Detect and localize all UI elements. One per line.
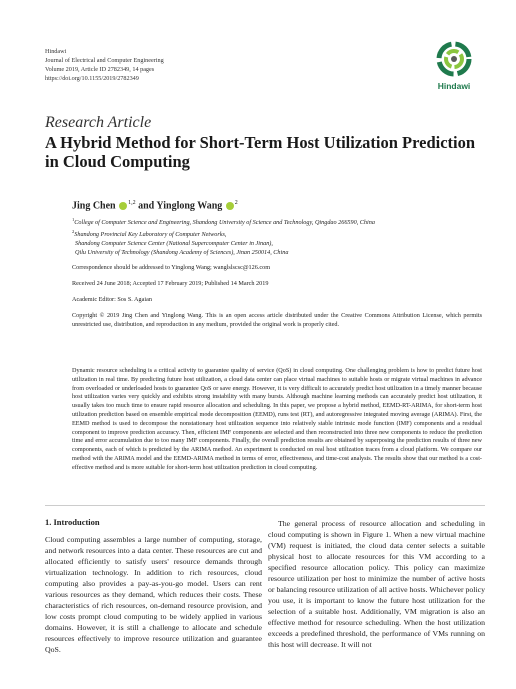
article-dates: Received 24 June 2018; Accepted 17 February 2019; Published 14 March 2019 <box>72 280 269 287</box>
affiliation-line: $^1$College of Computer Science and Engineering, Shandong University of Science and Technology, Qingdao 266590, China <box>72 217 375 227</box>
journal-name: Journal of Electrical and Computer Engineering <box>45 57 164 64</box>
article-title: A Hybrid Method for Short-Term Host Utilization Prediction in Cloud Computing <box>45 133 476 171</box>
section-divider <box>45 505 485 506</box>
hindawi-logo <box>426 41 482 91</box>
journal-header <box>45 47 164 83</box>
affiliation-line: Qilu University of Technology (Shandong Academy of Sciences), Jinan 250014, China <box>75 248 289 256</box>
author-name[interactable]: Yinglong Wang <box>156 200 223 212</box>
author-affiliation-sup: 2 <box>234 200 238 206</box>
author-name[interactable]: Jing Chen <box>72 200 116 212</box>
affiliations <box>72 216 472 257</box>
hindawi-logo-icon <box>426 41 482 81</box>
orcid-icon[interactable] <box>226 202 234 210</box>
affiliation-line: $^2$Shandong Provincial Key Laboratory of Computer Networks, <box>72 228 227 238</box>
doi-link[interactable]: https://doi.org/10.1155/2019/2782349 <box>45 75 139 82</box>
affiliation-line: Shandong Computer Science Center (National Supercomputer Center in Jinan), <box>75 239 273 247</box>
publisher-name: Hindawi <box>45 48 67 55</box>
intro-column-left: Cloud computing assembles a large number of computing, storage, and network resources into a data center. These resources are cut and allocated efficiently to satisfy users' resource demands through virtualization technology. In addition to rich resources, cloud computing also provides a pay-as-you-go model. Users can rent various resources as they demand, which reduces their costs. These characteristics of rich resources, on-demand resource provision, and low costs prompt cloud computing to be widely applied in various domains. However, it is still a challenge to allocate and schedule resources effectively to improve resource utilization and guarantee QoS. <box>45 535 262 654</box>
abstract: Dynamic resource scheduling is a critical activity to guarantee quality of service (QoS) in cloud computing. One challenging problem is how to predict future host utilization in real time. By predicting future host utilization, a cloud data center can place virtual machines to suitable hosts or migrate virtual machines in advance from overloaded or underloaded hosts to guarantee QoS or save energy. However, it is very difficult to accurately predict host utilization in a timely manner because host utilization varies very quickly and exhibits strong instability with many bursts. Although machine learning methods can accurately predict host utilization, it usually takes too much time to ensure rapid resource allocation and scheduling. In this paper, we propose a hybrid method, EEMD-RT-ARIMA, for short-term host utilization prediction based on ensemble empirical mode decomposition (EEMD), runs test (RT), and autoregressive integrated moving average (ARIMA). First, the EEMD method is used to decompose the nonstationary host utilization sequence into relatively stable intrinsic mode function (IMF) components and a residual component to improve prediction accuracy. Then, efficient IMF components are selected and then reconstructed into three new components to reduce the prediction time and error accumulation due to too many IMF components. Finally, the overall prediction results are obtained by superposing the prediction results of three new components, each of which is predicted by the ARIMA method. An experiment is conducted on real host utilization traces from a cloud platform. We compare our method with the ARIMA model and the EEMD-ARIMA method in terms of error, effectiveness, and time-cost analysis. The results show that our method is a cost-effective method and is more suitable for short-term host utilization prediction in cloud computing. <box>72 367 482 471</box>
section-heading: 1. Introduction <box>45 517 100 527</box>
author-list <box>72 200 238 211</box>
correspondence: Correspondence should be addressed to Yinglong Wang; wanglslscsc@126.com <box>72 264 271 271</box>
author-conjunction: and <box>138 200 155 212</box>
logo-text: Hindawi <box>437 81 471 91</box>
intro-column-right: The general process of resource allocation and scheduling in cloud computing is shown in Figure 1. When a new virtual machine (VM) request is initiated, the cloud data center selects a suitable physical host to allocate resources for this VM according to a specified resource allocation policy. This policy can maximize resource utilization per host to minimize the number of active hosts or balancing resource utilization of all active hosts. Whichever policy you use, it is important to know the future host utilization for the selection of a suitable host. Additionally, VM migration is also an effective method for resource scheduling. When the host utilization exceeds a predefined threshold, the performance of VMs running on this host will decrease. It will not <box>268 519 485 649</box>
orcid-icon[interactable] <box>119 202 127 210</box>
copyright-notice: Copyright © 2019 Jing Chen and Yinglong Wang. This is an open access article distributed under the Creative Commons Attribution License, which permits unrestricted use, distribution, and reproduction in any medium, provided the original work is properly cited. <box>72 312 482 328</box>
author-affiliation-sup: 1,2 <box>128 200 136 206</box>
article-type: Research Article <box>45 114 152 131</box>
academic-editor: Academic Editor: Sos S. Agaian <box>72 296 152 303</box>
volume-info: Volume 2019, Article ID 2782349, 14 pages <box>45 66 155 73</box>
